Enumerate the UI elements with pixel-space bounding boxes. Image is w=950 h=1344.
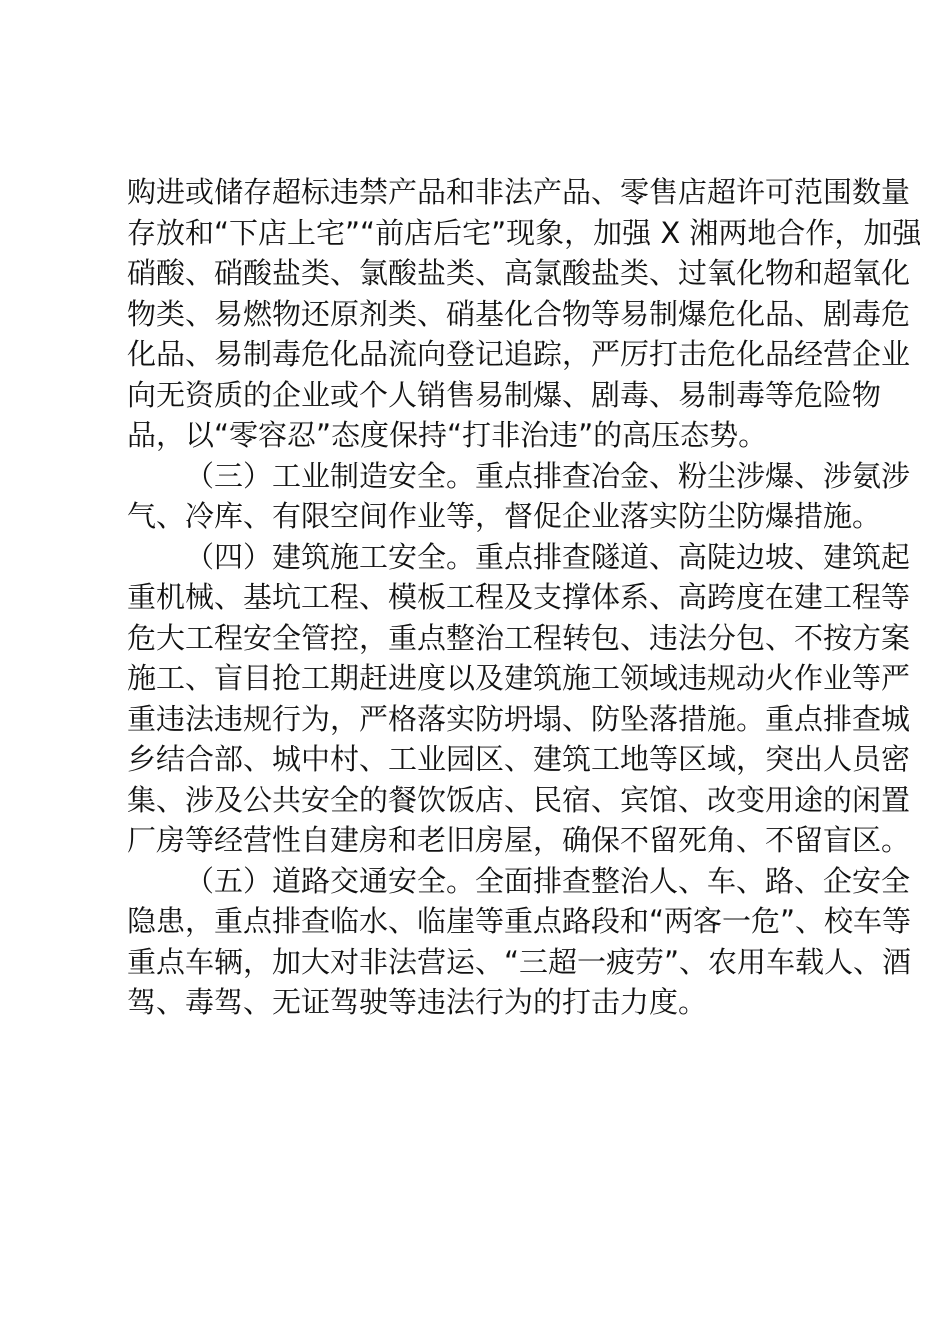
body-text [127, 172, 922, 1023]
text-line: 购进或储存超标违禁产品和非法产品、零售店超许可范围数量 [127, 175, 911, 209]
text-line: 品，以“零容忍”态度保持“打非治违”的高压态势。 [127, 418, 768, 452]
text-line: 物类、易燃物还原剂类、硝基化合物等易制爆危化品、剧毒危 [127, 296, 911, 331]
text-line: 向无资质的企业或个人销售易制爆、剧毒、易制毒等危险物 [127, 377, 882, 412]
section-heading-line: （四）建筑施工安全。重点排查隧道、高陡边坡、建筑起 [185, 539, 911, 574]
text-line: 重违法违规行为，严格落实防坍塌、防坠落措施。重点排查城 [127, 701, 911, 736]
text-line: 隐患，重点排查临水、临崖等重点路段和“两客一危”、校车等 [127, 904, 912, 938]
text-line: 施工、盲目抢工期赶进度以及建筑施工领域违规动火作业等严 [127, 661, 911, 695]
text-line: 厂房等经营性自建房和老旧房屋，确保不留死角、不留盲区。 [127, 823, 911, 857]
text-line: 硝酸、硝酸盐类、氯酸盐类、高氯酸盐类、过氧化物和超氧化 [127, 256, 911, 290]
text-line: 危大工程安全管控，重点整治工程转包、违法分包、不按方案 [127, 620, 911, 655]
text-line: 集、涉及公共安全的餐饮饭店、民宿、宾馆、改变用途的闲置 [127, 782, 911, 817]
text-line: 重机械、基坑工程、模板工程及支撑体系、高跨度在建工程等 [127, 580, 911, 614]
text-line: 驾、毒驾、无证驾驶等违法行为的打击力度。 [127, 985, 708, 1019]
text-line: 气、冷库、有限空间作业等，督促企业落实防尘防爆措施。 [127, 499, 882, 533]
text-line: 存放和“下店上宅”“前店后宅”现象，加强 X 湘两地合作，加强 [127, 215, 922, 250]
section-heading-line: （三）工业制造安全。重点排查冶金、粉尘涉爆、涉氨涉 [185, 458, 911, 493]
text-line: 乡结合部、城中村、工业园区、建筑工地等区域，突出人员密 [127, 742, 911, 776]
text-line: 重点车辆，加大对非法营运、“三超一疲劳”、农用车载人、酒 [127, 944, 912, 979]
section-heading-line: （五）道路交通安全。全面排查整治人、车、路、企安全 [185, 863, 911, 898]
text-line: 化品、易制毒危化品流向登记追踪，严厉打击危化品经营企业 [127, 337, 911, 371]
